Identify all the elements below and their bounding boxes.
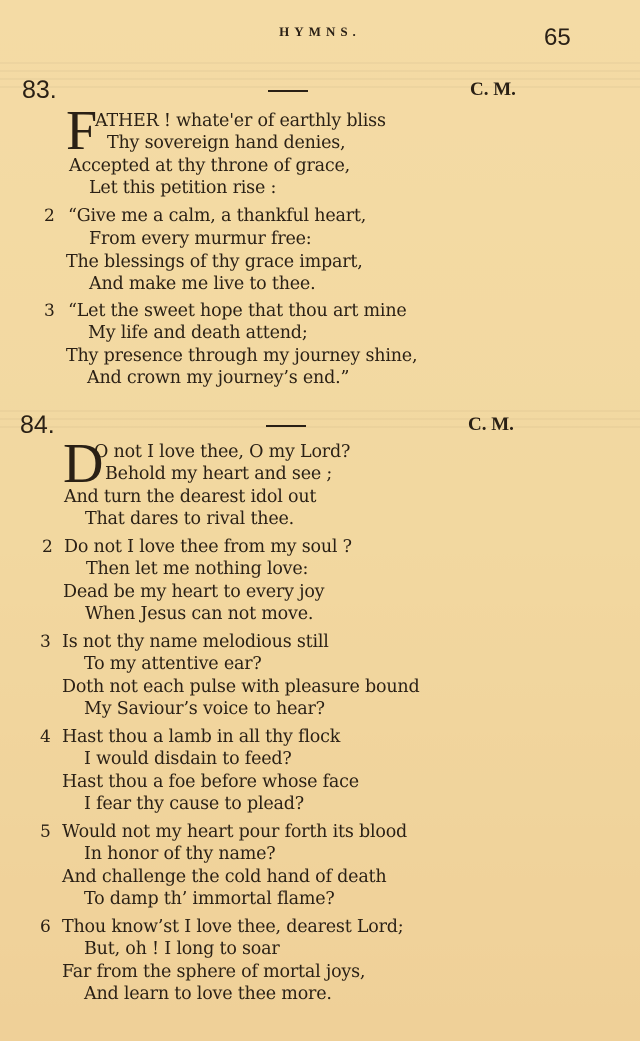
running-head: HYMNS. — [279, 24, 361, 39]
verse-line: That dares to rival thee. — [85, 509, 295, 529]
hymn-number: 83. — [22, 76, 57, 104]
verse-line: And make me live to thee. — [89, 274, 316, 294]
drop-cap: D — [63, 433, 104, 495]
verse-line: “Give me a calm, a thankful heart, — [68, 206, 367, 226]
verse-line: “Let the sweet hope that thou art mine — [68, 301, 407, 321]
verse-line: Hast thou a lamb in all thy flock — [62, 727, 341, 747]
divider-rule — [268, 90, 308, 92]
hymn-meter: C. M. — [470, 79, 516, 100]
bleed-through-staff — [0, 62, 640, 64]
verse-line: ATHER ! whate'er of earthly bliss — [95, 111, 386, 131]
verse-line: My life and death attend; — [88, 323, 308, 343]
verse-line: But, oh ! I long to soar — [84, 939, 280, 959]
verse-line: In honor of thy name? — [84, 844, 276, 864]
verse-line: Far from the sphere of mortal joys, — [62, 962, 366, 982]
verse-line: When Jesus can not move. — [85, 604, 314, 624]
verse-line: The blessings of thy grace impart, — [66, 252, 363, 272]
verse-number: 3 — [40, 632, 51, 652]
hymn-number: 84. — [20, 411, 55, 439]
verse-line: Would not my heart pour forth its blood — [62, 822, 408, 842]
verse-line: Is not thy name melodious still — [62, 632, 329, 652]
verse-line: To my attentive ear? — [84, 654, 262, 674]
verse-line: Thy presence through my journey shine, — [66, 346, 418, 366]
drop-cap: F — [66, 100, 98, 162]
verse-line: And learn to love thee more. — [84, 984, 332, 1004]
verse-line: Thy sovereign hand denies, — [107, 133, 346, 153]
hymn-meter: C. M. — [468, 414, 514, 435]
verse-line: Then let me nothing love: — [86, 559, 309, 579]
verse-number: 3 — [44, 301, 55, 321]
verse-line: And challenge the cold hand of death — [62, 867, 387, 887]
divider-rule — [266, 425, 306, 427]
verse-line: And turn the dearest idol out — [64, 487, 317, 507]
verse-number: 5 — [40, 822, 51, 842]
verse-line: I would disdain to feed? — [84, 749, 292, 769]
verse-line: Thou know’st I love thee, dearest Lord; — [62, 917, 404, 937]
verse-line: Behold my heart and see ; — [105, 464, 333, 484]
verse-line: Do not I love thee from my soul ? — [64, 537, 352, 557]
verse-number: 2 — [44, 206, 55, 226]
verse-line: I fear thy cause to plead? — [84, 794, 304, 814]
verse-number: 4 — [40, 727, 51, 747]
verse-line: Hast thou a foe before whose face — [62, 772, 359, 792]
verse-line: Dead be my heart to every joy — [63, 582, 325, 602]
verse-line: Let this petition rise : — [89, 178, 277, 198]
verse-line: And crown my journey’s end.” — [87, 368, 350, 388]
verse-line: My Saviour’s voice to hear? — [84, 699, 325, 719]
verse-line: Accepted at thy throne of grace, — [69, 156, 351, 176]
verse-line: To damp th’ immortal flame? — [84, 889, 335, 909]
bleed-through-staff — [0, 70, 640, 72]
verse-number: 2 — [42, 537, 53, 557]
verse-line: O not I love thee, O my Lord? — [94, 442, 351, 462]
verse-line: Doth not each pulse with pleasure bound — [62, 677, 420, 697]
verse-number: 6 — [40, 917, 51, 937]
page-number: 65 — [544, 24, 571, 51]
verse-line: From every murmur free: — [89, 229, 312, 249]
